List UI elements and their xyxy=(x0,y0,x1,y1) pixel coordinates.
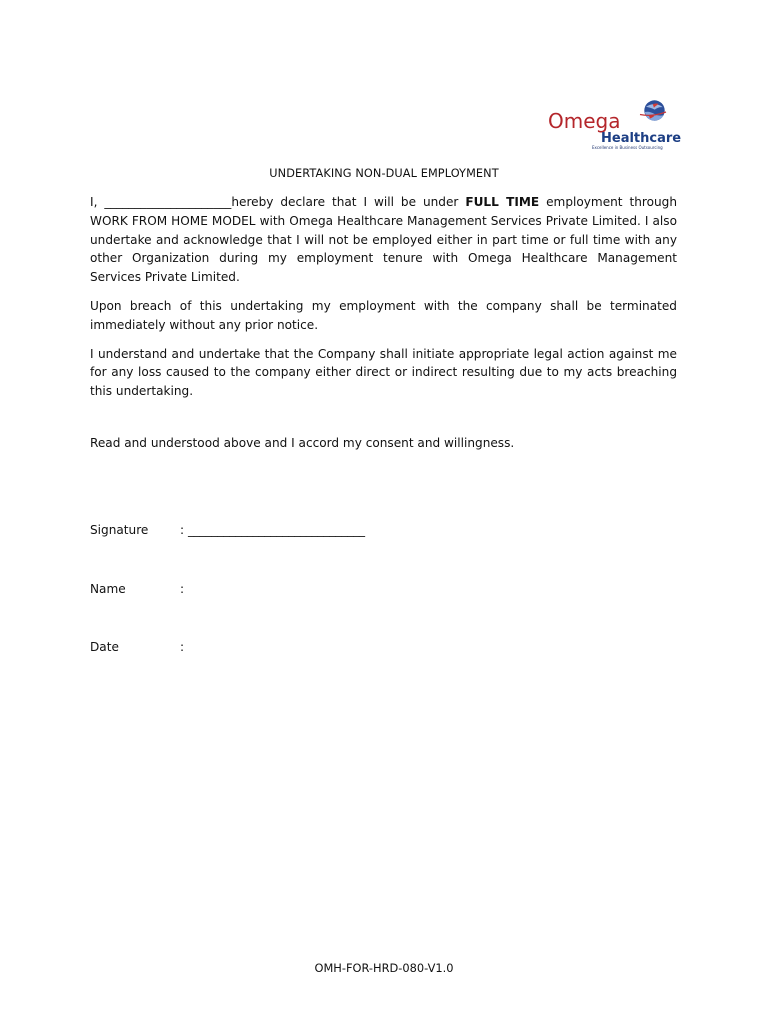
name-field xyxy=(90,580,188,598)
consent-statement: Read and understood above and I accord my consent and willingness. xyxy=(90,436,515,450)
name-blank-line: _____________________ xyxy=(104,195,232,209)
signature-label: Signature xyxy=(90,523,149,537)
date-label: Date xyxy=(90,640,119,654)
declaration-suffix: employment through WORK FROM HOME MODEL with Omega Healthcare Management Services Private Limited. I also undertake and acknowledge that I will not be employed either in part time or full time with any other Organization during my employment tenure with Omega Healthcare Management Services Private Limited. xyxy=(90,195,677,285)
date-colon: : xyxy=(180,640,185,654)
signature-colon: : xyxy=(180,523,185,537)
omega-logo-svg xyxy=(548,98,682,152)
declaration-paragraph xyxy=(90,193,677,287)
signature-field xyxy=(90,521,365,539)
logo-word-omega: Omega xyxy=(548,109,621,133)
legal-action-paragraph: I understand and undertake that the Company shall initiate appropriate legal action against me for any loss caused to the company either direct or indirect resulting due to my acts breaching this undertaking. xyxy=(90,346,677,399)
globe-icon xyxy=(640,100,666,120)
signature-line: ______________________________ xyxy=(188,523,365,537)
date-field xyxy=(90,638,188,656)
declaration-middle: hereby declare that I will be under xyxy=(231,195,466,209)
company-logo xyxy=(548,98,682,152)
document-title: UNDERTAKING NON-DUAL EMPLOYMENT xyxy=(269,167,499,180)
full-time-emphasis: FULL TIME xyxy=(465,195,540,209)
logo-tagline: Excellence in Business Outsourcing xyxy=(592,145,663,150)
name-colon: : xyxy=(180,582,185,596)
declaration-prefix: I, xyxy=(90,195,105,209)
name-label: Name xyxy=(90,582,126,596)
footer-document-code: OMH-FOR-HRD-080-V1.0 xyxy=(314,961,454,975)
body-text-block xyxy=(90,193,677,411)
logo-word-healthcare: Healthcare xyxy=(601,131,682,146)
breach-paragraph: Upon breach of this undertaking my employment with the company shall be terminated immediately without any prior notice. xyxy=(90,298,677,332)
